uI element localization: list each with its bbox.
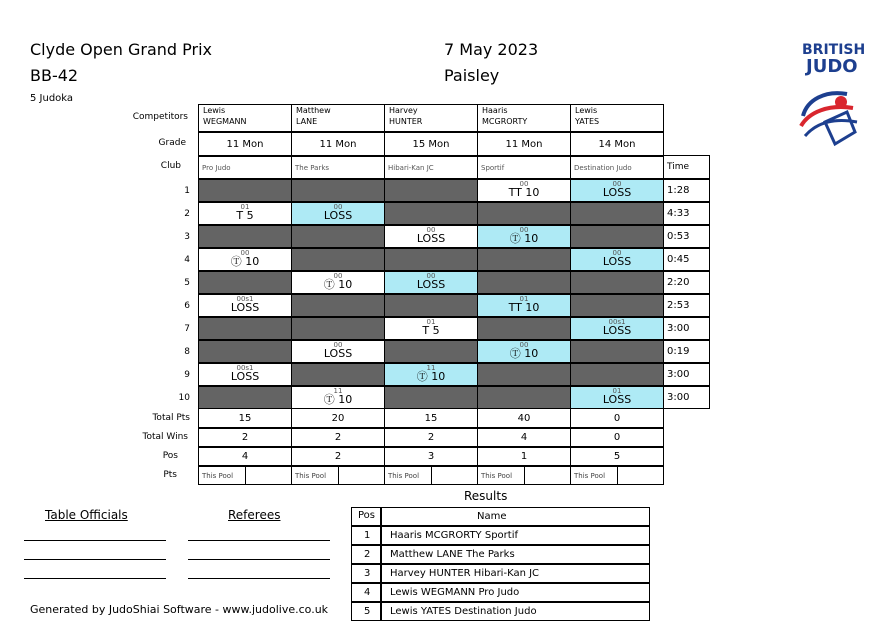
bout-score: LOSS (602, 255, 632, 268)
bout-score: LOSS (602, 393, 632, 406)
competitor-last-name: WEGMANN (203, 117, 247, 126)
bout-number: 7 (184, 324, 190, 334)
bout-time-text: 3:00 (667, 323, 690, 334)
bout-time-text: 3:00 (667, 392, 690, 403)
bout-cell (198, 248, 292, 271)
bout-cell (384, 317, 478, 340)
results-name: Harvey HUNTER Hibari-Kan JC (390, 568, 540, 579)
bout-code: 00 (426, 226, 436, 234)
competitor-club (477, 156, 571, 179)
bout-cell-empty (198, 225, 292, 248)
bout-score: Ⓣ 10 (416, 370, 446, 383)
total-wins-label: Total Wins (142, 432, 188, 442)
bout-time (663, 225, 710, 248)
pool-pts-cell (291, 466, 385, 485)
bout-cell-empty (291, 363, 385, 386)
competitor-last-name: LANE (296, 117, 318, 126)
competitor-first-name: Haaris (482, 106, 508, 115)
bout-code: 00 (612, 180, 622, 188)
bout-code: 00 (240, 249, 250, 257)
results-pos: 3 (364, 568, 371, 579)
competitor-total-wins: 2 (291, 428, 385, 447)
competitor-last-name: MCGRORTY (482, 117, 528, 126)
bout-score: Ⓣ 10 (323, 278, 353, 291)
competitor-total-wins: 0 (570, 428, 664, 447)
bout-cell-empty (570, 363, 664, 386)
bout-number: 2 (184, 209, 190, 219)
referees-line (188, 540, 330, 541)
bout-cell-empty (291, 248, 385, 271)
bout-cell-empty (477, 386, 571, 409)
bout-score: LOSS (323, 209, 353, 222)
bout-time-text: 0:53 (667, 231, 690, 242)
bout-cell-empty (384, 294, 478, 317)
results-pos: 1 (364, 530, 371, 541)
results-pos-cell (351, 564, 381, 583)
competitor-cell (477, 104, 571, 132)
bout-score: LOSS (230, 370, 260, 383)
results-pos-header (351, 507, 381, 526)
bout-cell (477, 225, 571, 248)
footer-text: Generated by JudoShiai Software - www.judolive.co.uk (30, 603, 329, 616)
event-location: Paisley (444, 66, 500, 85)
results-name-cell (381, 583, 650, 602)
time-header (663, 155, 710, 179)
bout-code: 00 (519, 226, 529, 234)
results-name-cell (381, 526, 650, 545)
competitor-first-name: Lewis (575, 106, 598, 115)
judoka-figure-icon (795, 82, 865, 150)
competitor-club-text: Pro Judo (202, 164, 231, 172)
bout-code: 00 (612, 249, 622, 257)
event-date: 7 May 2023 (444, 40, 539, 59)
bout-score: Ⓣ 10 (230, 255, 260, 268)
results-pos: 2 (364, 549, 371, 560)
results-name-cell (381, 564, 650, 583)
results-pos-header-text: Pos (358, 510, 376, 521)
bout-time-text: 0:45 (667, 254, 690, 265)
competitor-total-pts: 0 (570, 408, 664, 428)
bout-cell (477, 340, 571, 363)
bout-cell (477, 179, 571, 202)
time-header-text: Time (667, 162, 690, 172)
competitor-total-pts: 15 (198, 408, 292, 428)
competitor-total-wins: 4 (477, 428, 571, 447)
competitor-total-wins: 2 (384, 428, 478, 447)
bout-cell (198, 363, 292, 386)
bout-score: TT 10 (508, 301, 540, 314)
bout-cell-empty (570, 202, 664, 225)
competitor-club-text: Destination Judo (574, 164, 632, 172)
results-pos-cell (351, 583, 381, 602)
competitor-grade: 11 Mon (291, 132, 385, 156)
competitor-grade: 14 Mon (570, 132, 664, 156)
bout-cell-empty (570, 294, 664, 317)
bout-cell-empty (291, 317, 385, 340)
bout-cell-empty (291, 225, 385, 248)
table-officials-label: Table Officials (45, 508, 128, 522)
results-pos-cell (351, 545, 381, 564)
bout-code: 00 (333, 203, 343, 211)
competitor-total-pts: 40 (477, 408, 571, 428)
competitor-pos: 2 (291, 447, 385, 466)
competitor-grade: 11 Mon (198, 132, 292, 156)
competitor-last-name: HUNTER (389, 117, 423, 126)
bout-cell-empty (291, 294, 385, 317)
results-pos: 4 (364, 587, 371, 598)
bout-cell-empty (384, 202, 478, 225)
bout-cell-empty (291, 179, 385, 202)
competitor-club-text: Sportif (481, 164, 505, 172)
referees-line (188, 559, 330, 560)
pool-pts-cell (570, 466, 664, 485)
competitor-pos: 5 (570, 447, 664, 466)
results-name-header-text: Name (477, 511, 507, 522)
bout-cell-empty (198, 386, 292, 409)
bout-number: 3 (184, 232, 190, 242)
results-name: Lewis WEGMANN Pro Judo (390, 587, 520, 598)
pool-pts-divider (524, 467, 525, 484)
bout-cell (291, 386, 385, 409)
bout-cell-empty (198, 271, 292, 294)
competitor-club (291, 156, 385, 179)
bout-cell (198, 294, 292, 317)
bout-cell (570, 248, 664, 271)
competitor-grade: 11 Mon (477, 132, 571, 156)
results-name-cell (381, 545, 650, 564)
total-pts-label: Total Pts (152, 413, 190, 423)
bout-cell (570, 179, 664, 202)
results-pos-cell (351, 526, 381, 545)
bout-code: 00s1 (236, 364, 254, 372)
competitor-club (384, 156, 478, 179)
bout-code: 00 (333, 272, 343, 280)
bout-time (663, 179, 710, 202)
competitors-label: Competitors (132, 112, 188, 122)
competitor-last-name: YATES (575, 117, 600, 126)
bout-code: 01 (240, 203, 250, 211)
referees-label: Referees (228, 508, 281, 522)
competitor-club (198, 156, 292, 179)
results-name: Lewis YATES Destination Judo (390, 606, 537, 617)
competitor-club (570, 156, 664, 179)
results-name: Haaris MCGRORTY Sportif (390, 530, 518, 541)
competitor-cell (384, 104, 478, 132)
bout-score: TT 10 (508, 186, 540, 199)
grade-label: Grade (158, 138, 186, 148)
bout-cell-empty (570, 225, 664, 248)
bout-time-text: 4:33 (667, 208, 690, 219)
bout-time-text: 2:53 (667, 300, 690, 311)
club-label: Club (160, 161, 181, 171)
competitor-first-name: Harvey (389, 106, 418, 115)
bout-time (663, 363, 710, 386)
bout-time (663, 386, 710, 409)
bout-cell-empty (570, 271, 664, 294)
officials-line (24, 559, 166, 560)
pts-label: Pts (163, 470, 177, 480)
bout-cell (570, 386, 664, 409)
bout-cell-empty (477, 202, 571, 225)
competitor-total-pts: 20 (291, 408, 385, 428)
this-pool-label: This Pool (388, 472, 420, 480)
bout-number: 5 (184, 278, 190, 288)
bout-cell-empty (477, 271, 571, 294)
bout-cell-empty (384, 179, 478, 202)
pool-pts-divider (338, 467, 339, 484)
pool-pts-cell (477, 466, 571, 485)
competitor-grade: 15 Mon (384, 132, 478, 156)
bout-code: 11 (426, 364, 436, 372)
bout-number: 1 (184, 186, 190, 196)
competitor-cell (198, 104, 292, 132)
bout-code: 11 (333, 387, 343, 395)
bout-time (663, 340, 710, 363)
bout-cell (570, 317, 664, 340)
pos-label: Pos (162, 451, 178, 461)
category-label: BB-42 (30, 66, 79, 85)
logo-line1: BRITISH (802, 42, 866, 58)
bout-time (663, 271, 710, 294)
bout-number: 4 (184, 255, 190, 265)
bout-code: 00 (426, 272, 436, 280)
bout-score: T 5 (236, 209, 254, 222)
bout-score: LOSS (323, 347, 353, 360)
bout-code: 00 (519, 341, 529, 349)
competitor-total-pts: 15 (384, 408, 478, 428)
bout-time-text: 0:19 (667, 346, 690, 357)
bout-code: 00s1 (608, 318, 626, 326)
results-pos: 5 (364, 606, 371, 617)
bout-code: 00 (519, 180, 529, 188)
competitor-total-wins: 2 (198, 428, 292, 447)
competitor-first-name: Lewis (203, 106, 226, 115)
bout-number: 8 (184, 347, 190, 357)
bout-score: LOSS (602, 324, 632, 337)
bout-code: 01 (519, 295, 529, 303)
competitor-club-text: The Parks (295, 164, 330, 172)
judoka-count: 5 Judoka (30, 93, 74, 104)
bout-time-text: 1:28 (667, 185, 690, 196)
bout-score: LOSS (416, 232, 446, 245)
bout-cell-empty (477, 363, 571, 386)
bout-cell-empty (198, 179, 292, 202)
bout-time-text: 3:00 (667, 369, 690, 380)
bout-time (663, 202, 710, 225)
bout-code: 01 (612, 387, 622, 395)
results-name-cell (381, 602, 650, 621)
pool-pts-divider (617, 467, 618, 484)
bout-code: 00s1 (236, 295, 254, 303)
bout-cell-empty (384, 386, 478, 409)
pool-pts-cell (198, 466, 292, 485)
bout-cell-empty (384, 248, 478, 271)
bout-score: Ⓣ 10 (509, 347, 539, 360)
this-pool-label: This Pool (295, 472, 327, 480)
bout-score: Ⓣ 10 (323, 393, 353, 406)
officials-line (24, 540, 166, 541)
bout-cell (477, 294, 571, 317)
bout-number: 9 (184, 370, 190, 380)
pool-pts-divider (431, 467, 432, 484)
competitor-pos: 4 (198, 447, 292, 466)
competitor-cell (570, 104, 664, 132)
bout-code: 01 (426, 318, 436, 326)
pool-pts-cell (384, 466, 478, 485)
bout-score: Ⓣ 10 (509, 232, 539, 245)
bout-cell-empty (198, 317, 292, 340)
this-pool-label: This Pool (574, 472, 606, 480)
bout-code: 00 (333, 341, 343, 349)
competitor-pos: 1 (477, 447, 571, 466)
bout-cell-empty (570, 340, 664, 363)
bout-time (663, 294, 710, 317)
bout-score: LOSS (230, 301, 260, 314)
results-title: Results (464, 489, 508, 503)
bout-score: LOSS (416, 278, 446, 291)
bout-time (663, 317, 710, 340)
this-pool-label: This Pool (481, 472, 513, 480)
bout-cell (291, 340, 385, 363)
bout-score: T 5 (422, 324, 440, 337)
bout-cell (384, 271, 478, 294)
competitor-first-name: Matthew (296, 106, 331, 115)
bout-cell (198, 202, 292, 225)
bout-cell (384, 363, 478, 386)
bout-time (663, 248, 710, 271)
bout-number: 10 (178, 393, 190, 403)
pool-pts-divider (245, 467, 246, 484)
officials-line (24, 578, 166, 579)
bout-cell (291, 271, 385, 294)
bout-cell-empty (384, 340, 478, 363)
bout-cell (384, 225, 478, 248)
bout-score: LOSS (602, 186, 632, 199)
bout-cell-empty (198, 340, 292, 363)
bout-number: 6 (184, 301, 190, 311)
results-pos-cell (351, 602, 381, 621)
results-name: Matthew LANE The Parks (390, 549, 515, 560)
bout-cell-empty (477, 317, 571, 340)
competitor-cell (291, 104, 385, 132)
competitor-pos: 3 (384, 447, 478, 466)
bout-cell (291, 202, 385, 225)
tournament-title: Clyde Open Grand Prix (30, 40, 213, 59)
referees-line (188, 578, 330, 579)
competitor-club-text: Hibari-Kan JC (388, 164, 434, 172)
logo-line2: JUDO (806, 56, 858, 77)
results-name-header (381, 507, 650, 526)
bout-time-text: 2:20 (667, 277, 690, 288)
bout-cell-empty (477, 248, 571, 271)
this-pool-label: This Pool (202, 472, 234, 480)
